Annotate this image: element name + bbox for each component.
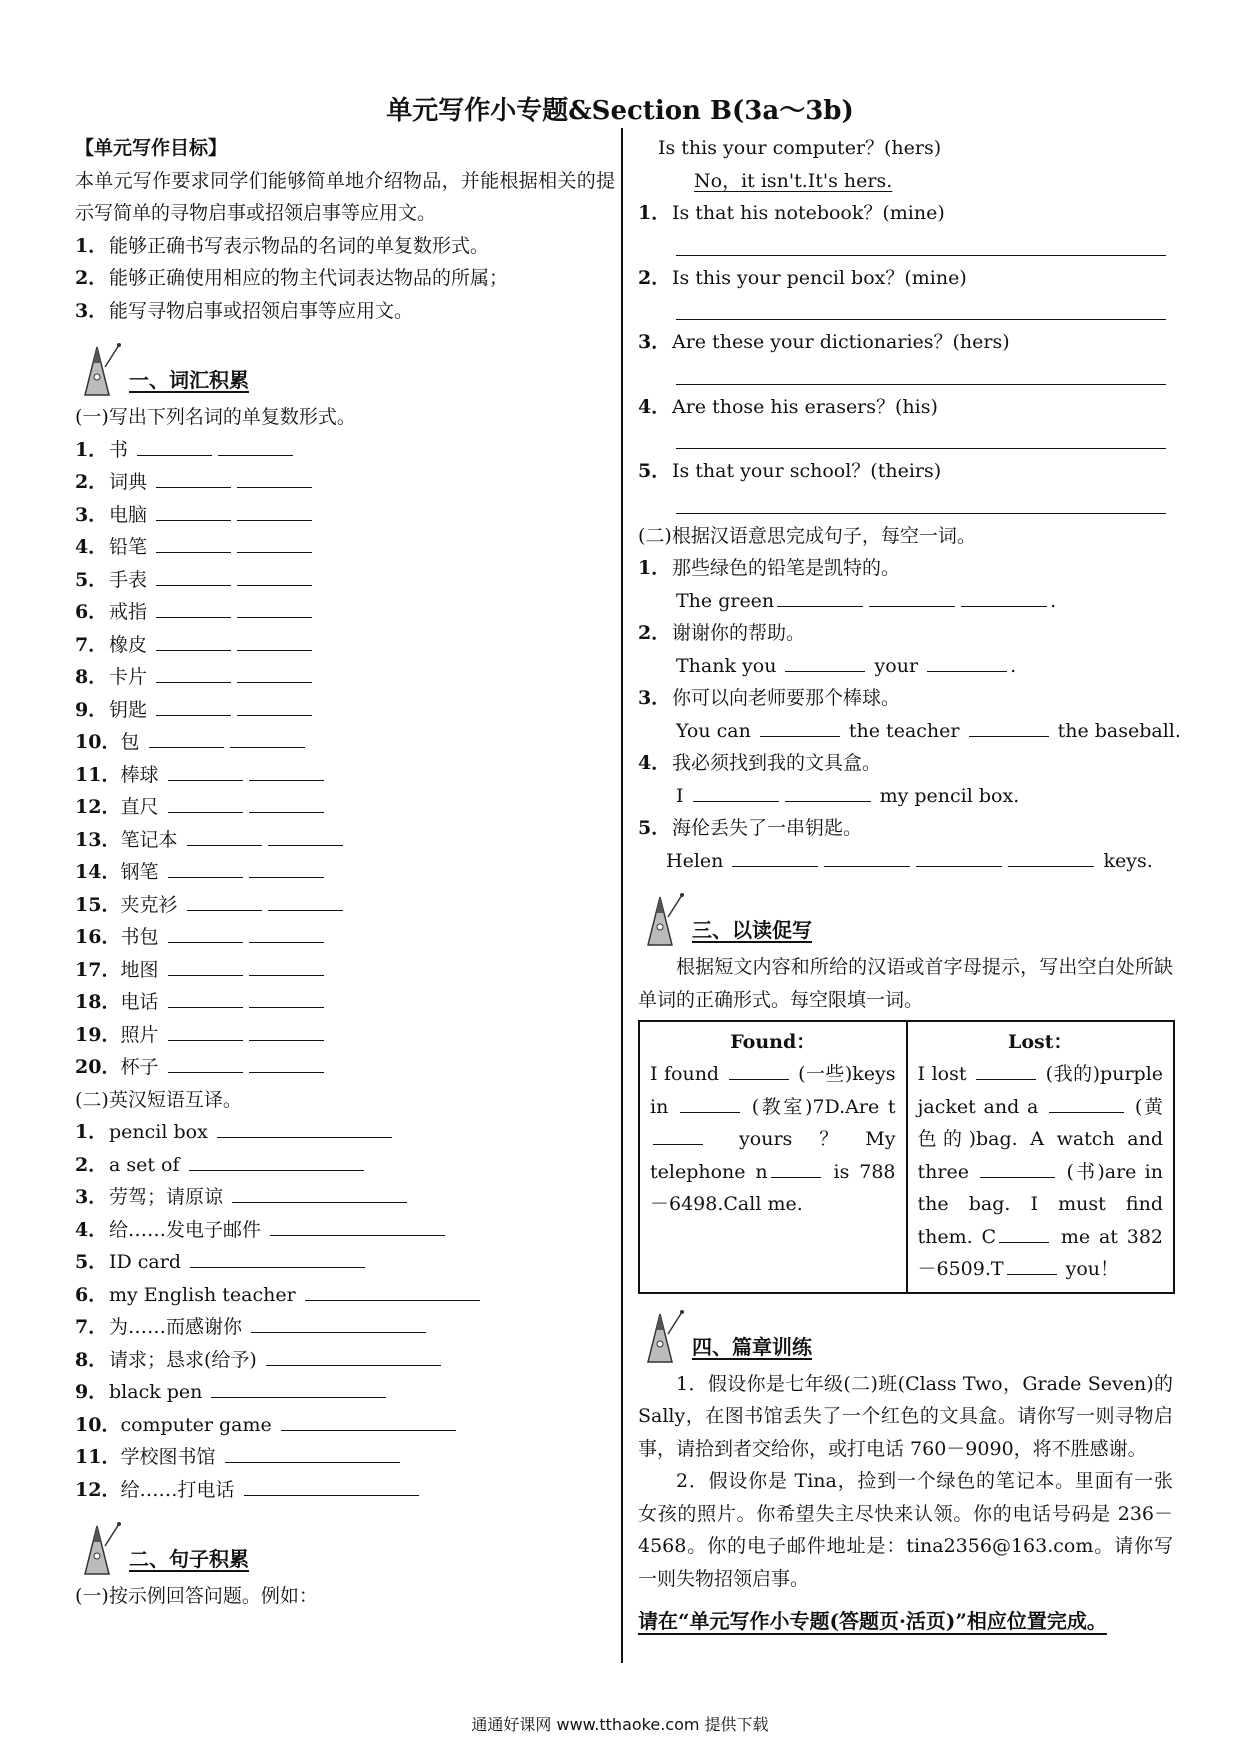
noun-item: [75, 1051, 615, 1084]
item-number: 1．: [75, 438, 108, 461]
singular-blank[interactable]: [168, 923, 243, 943]
answer-blank[interactable]: [1008, 847, 1094, 867]
notice-text: (黄色的)bag. A watch and three: [917, 1095, 1163, 1183]
noun-item: [75, 564, 615, 597]
plural-blank[interactable]: [237, 501, 312, 521]
noun-item: [75, 694, 615, 727]
item-number: 3．: [75, 299, 108, 322]
translation-blank[interactable]: [190, 1248, 365, 1268]
pencil-mascot-icon: [638, 1304, 684, 1364]
answer-blank[interactable]: [976, 1060, 1036, 1080]
singular-blank[interactable]: [156, 598, 231, 618]
singular-blank[interactable]: [156, 566, 231, 586]
singular-blank[interactable]: [168, 858, 243, 878]
phrase-item: [75, 1279, 615, 1312]
answer-blank[interactable]: [1007, 1255, 1057, 1275]
left-column: [75, 132, 615, 1613]
plural-blank[interactable]: [237, 696, 312, 716]
notice-text: I lost: [917, 1063, 967, 1085]
lost-notice: [907, 1021, 1175, 1293]
answer-blank[interactable]: [680, 1093, 740, 1113]
item-number: 12．: [75, 796, 121, 818]
plural-blank[interactable]: [249, 1021, 324, 1041]
singular-blank[interactable]: [156, 663, 231, 683]
answer-blank[interactable]: [771, 1158, 821, 1178]
item-number: 9．: [75, 1381, 108, 1403]
noun-item: [75, 531, 615, 564]
answer-blank[interactable]: [785, 652, 865, 672]
sentence-en: The green: [676, 589, 775, 612]
translation-blank[interactable]: [232, 1183, 407, 1203]
noun-item: [75, 661, 615, 694]
noun-list: [75, 434, 615, 1084]
section-2-header: [75, 1510, 615, 1576]
answer-blank[interactable]: [732, 847, 818, 867]
singular-blank[interactable]: [168, 956, 243, 976]
lost-heading: Lost：: [1007, 1031, 1073, 1053]
item-number: 20．: [75, 1056, 121, 1078]
item-number: 16．: [75, 926, 121, 948]
item-number: 5．: [638, 817, 671, 839]
section-4-header: [638, 1298, 1173, 1364]
goal-intro: 本单元写作要求同学们能够简单地介绍物品，并能根据相关的提示写简单的寻物启事或招领启事等应用文。: [75, 169, 615, 224]
plural-blank[interactable]: [249, 761, 324, 781]
singular-blank[interactable]: [156, 533, 231, 553]
question-text: Is this your pencil box？(mine): [672, 266, 967, 289]
item-number: 3．: [75, 1186, 108, 1208]
notice-text: yours？My telephone n: [650, 1128, 896, 1183]
phrase-item: [75, 1214, 615, 1247]
noun-item: [75, 791, 615, 824]
item-number: 3．: [638, 687, 671, 709]
plural-blank[interactable]: [237, 663, 312, 683]
noun-item: [75, 856, 615, 889]
notice-text: I found: [650, 1063, 720, 1085]
notice-text: me at 382－6509.T: [917, 1225, 1163, 1280]
phrase-text: 给……发电子邮件: [109, 1218, 262, 1241]
singular-blank[interactable]: [156, 696, 231, 716]
phrase-text: my English teacher: [109, 1283, 296, 1306]
goal-heading: 【单元写作目标】: [75, 137, 228, 159]
question-item: [638, 455, 1173, 488]
goal-text: 能够正确使用相应的物主代词表达物品的所属；: [109, 267, 509, 289]
answer-blank[interactable]: [653, 1125, 703, 1145]
singular-blank[interactable]: [156, 631, 231, 651]
example-question: Is this your computer？(hers): [658, 137, 942, 159]
plural-blank[interactable]: [249, 793, 324, 813]
translation-blank[interactable]: [251, 1313, 426, 1333]
sec1-part2-heading: (二)英汉短语互译。: [75, 1088, 242, 1111]
plural-blank[interactable]: [268, 891, 343, 911]
noun-word: 词典: [109, 471, 148, 493]
singular-blank[interactable]: [168, 988, 243, 1008]
answer-blank[interactable]: [869, 587, 955, 607]
phrase-text: 为……而感谢你: [109, 1316, 243, 1338]
footer: 通通好课网 www.tthaoke.com 提供下载: [471, 1715, 769, 1734]
notice-text: is 788－6498.Call me.: [650, 1160, 896, 1215]
item-number: 8．: [75, 666, 108, 688]
phrase-text: 劳驾；请原谅: [109, 1186, 224, 1208]
answer-blank[interactable]: [777, 587, 863, 607]
answer-blank[interactable]: [927, 652, 1007, 672]
item-number: 1．: [75, 234, 108, 257]
sec2-part2-heading: (二)根据汉语意思完成句子，每空一词。: [638, 524, 976, 547]
item-number: 4．: [638, 752, 671, 774]
answer-line[interactable]: [676, 488, 1166, 514]
phrase-item: [75, 1246, 615, 1279]
item-number: 12．: [75, 1478, 121, 1501]
question-item: [638, 262, 1173, 295]
item-number: 6．: [75, 1283, 108, 1306]
phrase-item: [75, 1181, 615, 1214]
plural-blank[interactable]: [237, 533, 312, 553]
phrase-list: [75, 1116, 615, 1506]
sentence-cn: 你可以向老师要那个棒球。: [672, 687, 901, 709]
plural-blank[interactable]: [249, 923, 324, 943]
noun-word: 照片: [120, 1023, 159, 1046]
item-number: 2．: [75, 1153, 108, 1176]
item-number: 2．: [638, 622, 671, 644]
translation-blank[interactable]: [266, 1346, 441, 1366]
noun-item: [75, 434, 615, 467]
sentence-cn: 那些绿色的铅笔是凯特的。: [672, 557, 901, 579]
item-number: 4．: [75, 536, 108, 558]
phrase-text: computer game: [120, 1413, 272, 1436]
item-number: 5．: [75, 568, 108, 591]
column-divider: [621, 128, 623, 1663]
sec1-part1-heading: (一)写出下列名词的单复数形式。: [75, 406, 356, 428]
section-2-title: 二、句子积累: [129, 1547, 249, 1571]
singular-blank[interactable]: [156, 501, 231, 521]
answer-line[interactable]: [676, 294, 1166, 320]
singular-blank[interactable]: [187, 891, 262, 911]
sentence-en: keys.: [1103, 849, 1153, 872]
question-item: [638, 391, 1173, 424]
goal-item: [75, 262, 615, 295]
item-number: 10．: [75, 1413, 121, 1436]
question-item: [638, 197, 1173, 230]
page-title: 单元写作小专题&Section B(3a～3b): [386, 96, 854, 126]
pencil-mascot-icon: [75, 1516, 121, 1576]
item-number: 11．: [75, 763, 121, 786]
noun-word: 直尺: [120, 796, 159, 818]
plural-blank[interactable]: [230, 728, 305, 748]
section-3-header: [638, 881, 1173, 947]
sec3-instruction: 根据短文内容和所给的汉语或首字母提示，写出空白处所缺单词的正确形式。每空限填一词。: [638, 956, 1173, 1011]
phrase-item: [75, 1311, 615, 1344]
answer-blank[interactable]: [729, 1060, 789, 1080]
noun-item: [75, 759, 615, 792]
plural-blank[interactable]: [218, 436, 293, 456]
answer-blank[interactable]: [916, 847, 1002, 867]
translation-blank[interactable]: [225, 1443, 400, 1463]
noun-word: 杯子: [120, 1056, 159, 1078]
singular-blank[interactable]: [137, 436, 212, 456]
answer-blank[interactable]: [999, 1223, 1049, 1243]
writing-task-2: 2．假设你是 Tina，捡到一个绿色的笔记本。里面有一张女孩的照片。你希望失主尽快来认领。你的电话号码是 236－4568。你的电子邮件地址是：tina2356@163.com。请你写一则失物招领启事。: [638, 1470, 1173, 1590]
translation-blank[interactable]: [189, 1151, 364, 1171]
plural-blank[interactable]: [237, 631, 312, 651]
writing-task-1: 1．假设你是七年级(二)班(Class Two，Grade Seven)的 Sally，在图书馆丢失了一个红色的文具盒。请你写一则寻物启事，请拾到者交给你，或打电话 760－9090，将不胜感谢。: [638, 1372, 1173, 1460]
item-number: 9．: [75, 698, 108, 721]
phrase-text: 请求；恳求(给予): [109, 1348, 257, 1371]
sentence-en: I: [676, 784, 684, 807]
item-number: 1．: [75, 1121, 108, 1143]
item-number: 4．: [75, 1218, 108, 1241]
answer-line[interactable]: [676, 230, 1166, 256]
example-answer: No，it isn't.It's hers.: [694, 169, 893, 192]
translation-blank[interactable]: [217, 1118, 392, 1138]
noun-item: [75, 629, 615, 662]
item-number: 11．: [75, 1446, 121, 1468]
found-lost-table: [638, 1020, 1175, 1294]
phrase-text: a set of: [109, 1153, 180, 1176]
singular-blank[interactable]: [168, 793, 243, 813]
notice-text: (教室)7D.Are t: [751, 1095, 896, 1118]
noun-item: [75, 986, 615, 1019]
question-text: Are those his erasers？(his): [672, 395, 938, 418]
answer-page-note: 请在“单元写作小专题(答题页·活页)”相应位置完成。: [638, 1609, 1107, 1633]
goal-text: 能写寻物启事或招领启事等应用文。: [109, 299, 414, 322]
goal-text: 能够正确书写表示物品的名词的单复数形式。: [109, 234, 490, 257]
plural-blank[interactable]: [237, 468, 312, 488]
item-number: 7．: [75, 633, 108, 656]
phrase-item: [75, 1441, 615, 1474]
answer-blank[interactable]: [1049, 1093, 1124, 1113]
answer-blank[interactable]: [980, 1158, 1055, 1178]
noun-word: 钥匙: [109, 698, 148, 721]
answer-blank[interactable]: [969, 717, 1049, 737]
noun-word: 手表: [109, 568, 148, 591]
noun-word: 夹克衫: [120, 893, 178, 916]
item-number: 1．: [638, 557, 671, 579]
question-list: [638, 197, 1173, 514]
noun-item: [75, 889, 615, 922]
noun-item: [75, 499, 615, 532]
noun-item: [75, 954, 615, 987]
singular-blank[interactable]: [149, 728, 224, 748]
answer-blank[interactable]: [760, 717, 840, 737]
notice-text: (书)are in the bag. I must find them. C: [917, 1160, 1163, 1248]
phrase-text: black pen: [109, 1381, 203, 1403]
item-number: 13．: [75, 828, 121, 851]
sentence-en: Helen: [666, 849, 724, 872]
answer-line[interactable]: [676, 359, 1166, 385]
translation-blank[interactable]: [270, 1216, 445, 1236]
noun-word: 钢笔: [120, 861, 159, 883]
answer-blank[interactable]: [693, 782, 779, 802]
item-number: 18．: [75, 991, 121, 1013]
item-number: 1．: [638, 202, 671, 224]
phrase-item: [75, 1149, 615, 1182]
translation-blank[interactable]: [211, 1378, 386, 1398]
notice-text: (我的)purple jacket and a: [917, 1063, 1164, 1118]
noun-item: [75, 824, 615, 857]
noun-item: [75, 596, 615, 629]
item-number: 3．: [75, 503, 108, 526]
item-number: 7．: [75, 1316, 108, 1338]
plural-blank[interactable]: [249, 1053, 324, 1073]
noun-word: 书包: [120, 926, 159, 948]
notice-text: you！: [1065, 1258, 1120, 1280]
noun-word: 电话: [120, 991, 159, 1013]
sentence-en: my pencil box.: [879, 784, 1020, 807]
noun-item: [75, 921, 615, 954]
item-number: 5．: [638, 460, 671, 482]
question-text: Is that his notebook？(mine): [672, 202, 945, 224]
singular-blank[interactable]: [187, 826, 262, 846]
singular-blank[interactable]: [168, 761, 243, 781]
sentence-cn: 我必须找到我的文具盒。: [672, 752, 882, 774]
right-column: Is this your computer？(hers) No，it isn't.It's hers. 1．Is that his notebook？(mine) 2．Is this your pencil box？(mine) 3．Are these your dictionaries？(hers) 4．Are those his erasers？(his) 5．Is that your school？(theirs) (二)根据汉语意思完成句子，每空一词。 1．那些绿色的铅笔是凯特的。 The green . 2．谢谢你的帮助。 Thank you your . 3．你可以向老师要那个棒球。 You can the teacher the baseball. 4．我必须找到我的文具盒。 I my pencil box. 5．海伦丢失了一串钥匙。 Helen keys. 三、以读促写 根据短文内容和所给的汉语或首字母提示，写出空白处所缺单词的正确形式。每空限填一词。 Found： I found (一些)keys in (教室)7D.Are t yours？My telephone n is 788－6498.Call me. Lost： I lost (我的)purple jacket and a (黄色的)bag. A watch and three (书)are in the bag. I must find them. C me at 382－6509.T you！ 四、篇章训练 1．假设你是七年级(二)班(Class Two，Grade Seven)的 Sally，在图书馆丢失了一个红色的文具盒。请你写一则寻物启事，请拾到者交给你，或打电话 760－9090，将不胜感谢。 2．假设你是 Tina，捡到一个绿色的笔记本。里面有一张女孩的照片。你希望失主尽快来认领。你的电话号码是 236－4568。你的电子邮件地址是：tina2356@163.com。请你写一则失物招领启事。 请在“单元写作小专题(答题页·活页)”相应位置完成。: [638, 132, 1173, 1634]
singular-blank[interactable]: [156, 468, 231, 488]
pencil-mascot-icon: [75, 337, 121, 397]
phrase-text: pencil box: [109, 1121, 208, 1143]
found-heading: Found：: [730, 1031, 816, 1053]
phrase-item: [75, 1116, 615, 1149]
noun-word: 橡皮: [109, 633, 148, 656]
phrase-text: 学校图书馆: [120, 1446, 216, 1468]
sentence-en: the teacher: [848, 719, 960, 742]
item-number: 3．: [638, 331, 671, 353]
goal-list: [75, 230, 615, 328]
section-3-title: 三、以读促写: [692, 918, 812, 942]
noun-word: 笔记本: [120, 828, 178, 851]
item-number: 5．: [75, 1251, 108, 1273]
sentence-en: Thank you: [676, 654, 777, 677]
plural-blank[interactable]: [237, 566, 312, 586]
plural-blank[interactable]: [249, 858, 324, 878]
phrase-text: ID card: [109, 1251, 181, 1273]
section-1-header: [75, 331, 615, 397]
singular-blank[interactable]: [168, 1021, 243, 1041]
singular-blank[interactable]: [168, 1053, 243, 1073]
item-number: 2．: [638, 266, 671, 289]
noun-item: [75, 726, 615, 759]
item-number: 6．: [75, 601, 108, 623]
phrase-item: [75, 1409, 615, 1442]
pencil-mascot-icon: [638, 887, 684, 947]
phrase-item: [75, 1376, 615, 1409]
notice-text: (一些)keys in: [650, 1063, 896, 1118]
goal-item: [75, 295, 615, 328]
sentence-en: You can: [676, 719, 751, 742]
plural-blank[interactable]: [268, 826, 343, 846]
noun-word: 地图: [120, 958, 159, 981]
noun-word: 棒球: [120, 763, 159, 786]
translation-blank[interactable]: [244, 1476, 419, 1496]
item-number: 14．: [75, 861, 121, 883]
section-4-title: 四、篇章训练: [692, 1334, 812, 1359]
answer-blank[interactable]: [785, 782, 871, 802]
translation-blank[interactable]: [305, 1281, 480, 1301]
sentence-en: your: [874, 654, 919, 677]
sec2-part1-heading: (一)按示例回答问题。例如：: [75, 1585, 318, 1607]
answer-blank[interactable]: [824, 847, 910, 867]
sentence-cn: 谢谢你的帮助。: [672, 622, 806, 644]
plural-blank[interactable]: [249, 988, 324, 1008]
noun-word: 卡片: [109, 666, 148, 688]
question-text: Are these your dictionaries？(hers): [672, 331, 1010, 353]
plural-blank[interactable]: [237, 598, 312, 618]
sentence-cn: 海伦丢失了一串钥匙。: [672, 817, 863, 839]
noun-item: [75, 466, 615, 499]
item-number: 10．: [75, 731, 121, 753]
item-number: 8．: [75, 1348, 108, 1371]
goal-item: [75, 230, 615, 263]
noun-word: 戒指: [109, 601, 148, 623]
plural-blank[interactable]: [249, 956, 324, 976]
item-number: 2．: [75, 471, 108, 493]
section-1-title: 一、词汇积累: [129, 368, 249, 392]
item-number: 17．: [75, 958, 121, 981]
question-text: Is that your school？(theirs): [672, 460, 942, 482]
sentence-en: the baseball.: [1057, 719, 1181, 742]
item-number: 2．: [75, 267, 108, 289]
phrase-text: 给……打电话: [120, 1478, 235, 1501]
answer-line[interactable]: [676, 423, 1166, 449]
noun-word: 包: [120, 731, 140, 753]
noun-item: [75, 1019, 615, 1052]
question-item: [638, 326, 1173, 359]
noun-word: 书: [109, 438, 129, 461]
item-number: 4．: [638, 395, 671, 418]
answer-blank[interactable]: [961, 587, 1047, 607]
found-notice: [639, 1021, 907, 1293]
translation-blank[interactable]: [281, 1411, 456, 1431]
noun-word: 电脑: [109, 503, 148, 526]
item-number: 19．: [75, 1023, 121, 1046]
phrase-item: [75, 1344, 615, 1377]
noun-word: 铅笔: [109, 536, 148, 558]
item-number: 15．: [75, 893, 121, 916]
phrase-item: [75, 1474, 615, 1507]
